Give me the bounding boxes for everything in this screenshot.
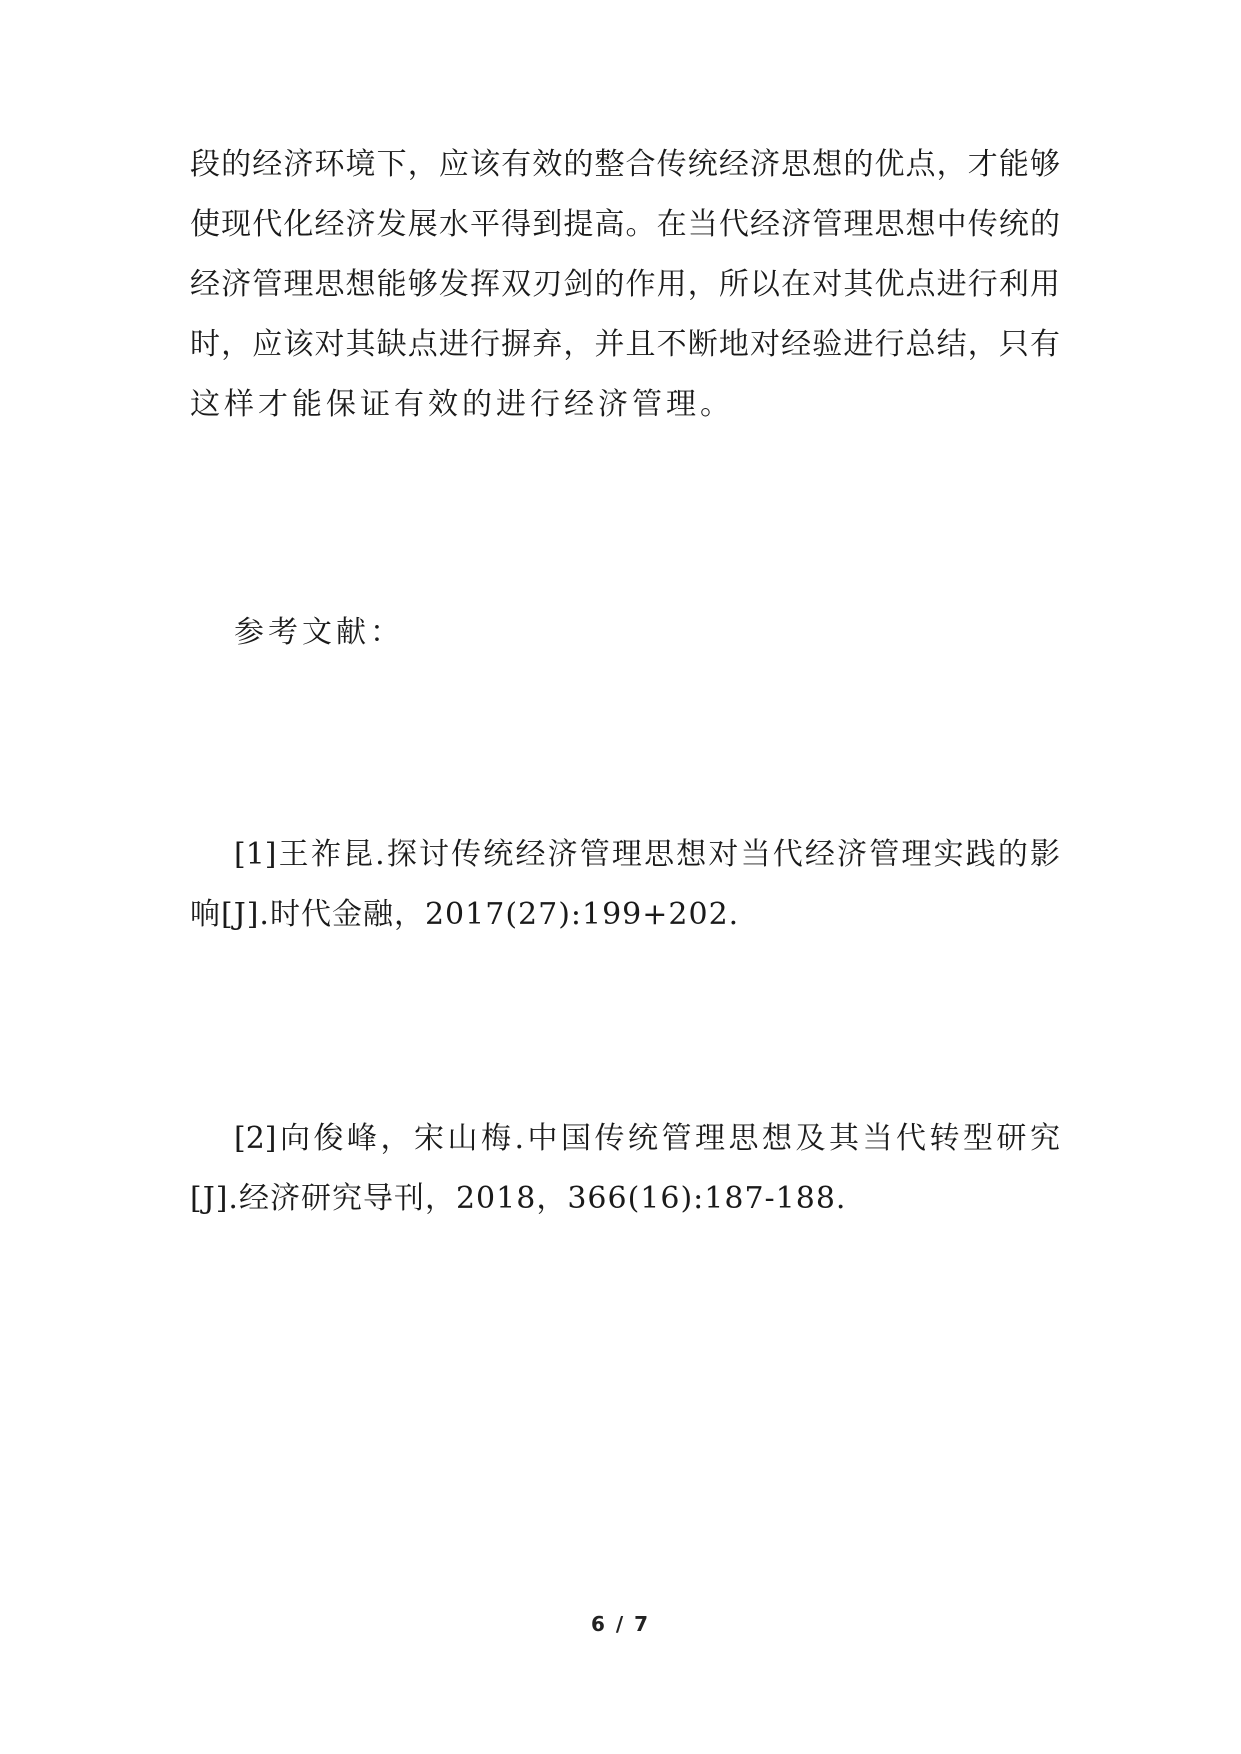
reference-1-line-2: 响[J].时代金融，2017(27):199+202. [190, 897, 740, 932]
references-heading: 参考文献： [234, 615, 404, 650]
body-line-4: 时，应该对其缺点进行摒弃，并且不断地对经验进行总结，只有 [190, 327, 1060, 362]
body-line-3: 经济管理思想能够发挥双刃剑的作用，所以在对其优点进行利用 [190, 267, 1060, 302]
body-line-2: 使现代化经济发展水平得到提高。在当代经济管理思想中传统的 [190, 207, 1060, 242]
page-number: 6 / 7 [590, 1612, 651, 1636]
body-line-1: 段的经济环境下，应该有效的整合传统经济思想的优点，才能够 [190, 147, 1060, 182]
reference-1-line-1: [1]王祚昆.探讨传统经济管理思想对当代经济管理实践的影 [234, 837, 1060, 872]
reference-2-line-2: [J].经济研究导刊，2018，366(16):187-188. [190, 1181, 847, 1216]
body-line-5: 这样才能保证有效的进行经济管理。 [190, 387, 734, 422]
reference-2-line-1: [2]向俊峰，宋山梅.中国传统管理思想及其当代转型研究 [234, 1121, 1060, 1156]
